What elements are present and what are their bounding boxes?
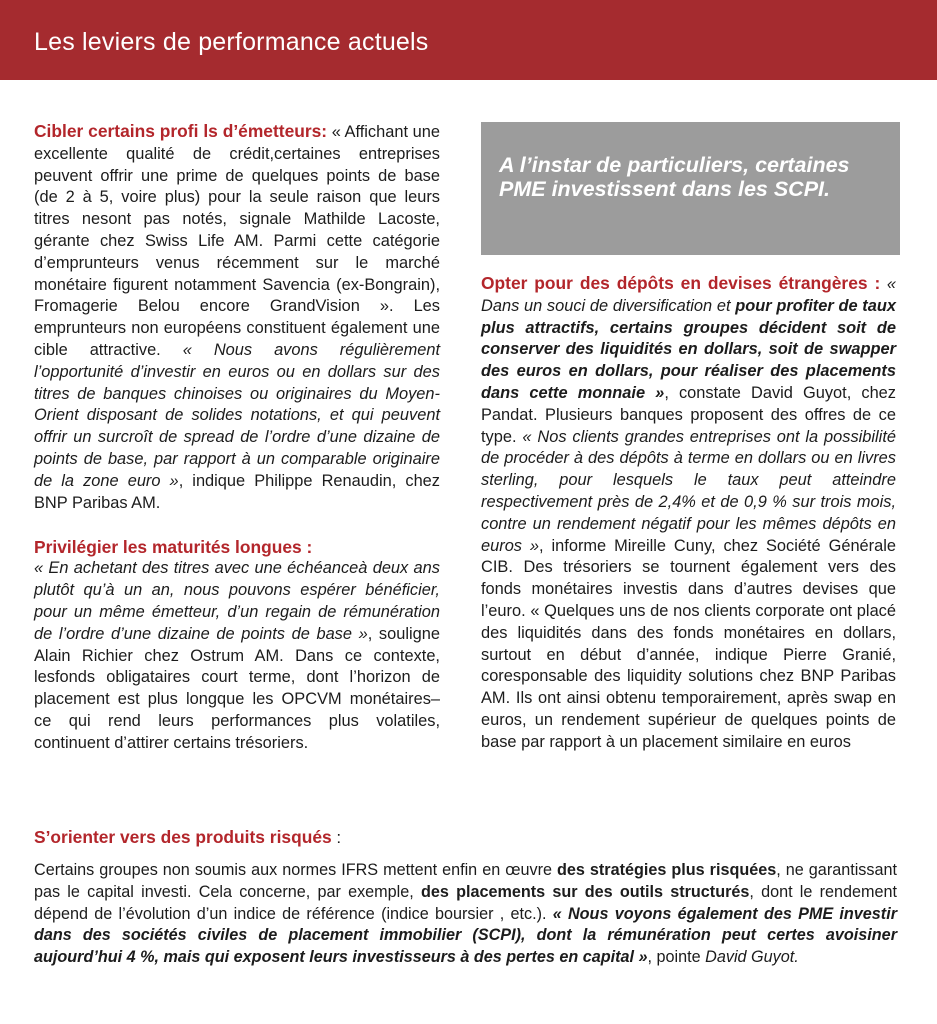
section-heading-orienter-colon: : (331, 828, 342, 847)
orienter-quote: « Nous voyons également des PME investir dans des sociétés civiles de placement immobilier (SCPI), dont la rémunération peut certes avoisiner aujourd’hui 4 %, mais qui exposent leurs investisseurs à des pertes en capital » (34, 904, 897, 967)
section-text-opter-1: , constate David Guyot, chez Pandat. Plusieurs banques proposent des offres de ce type. (481, 383, 896, 446)
left-column (34, 120, 440, 755)
section-quote-opter-2: « Nos clients grandes entreprises ont la possibilité de procéder à des dépôts à terme en dollars ou en livres sterling, pour lesquels le taux peut atteindre respectivement près de 2,4% et de 0,9 % sur trois mois, contre un rendement négatif pour les mêmes dépôts en euros » (481, 427, 896, 555)
pull-quote-callout (481, 122, 900, 255)
section-quote-privilegier: « En achetant des titres avec une échéanceà deux ans plutôt qu’à un an, nous pouvons espérer bénéficier, pour un même émetteur, d’un regain de rémunération de l’ordre d’une dizaine de points de base » (34, 559, 440, 643)
orienter-text-2: , ne garantissant pas le capital investi. Cela concerne, par exemple, (34, 861, 897, 901)
orienter-bold-2: des placements sur des outils structurés (420, 882, 750, 901)
orienter-text-3: , dont le rendement dépend de l’évolution d’un indice de référence (indice boursier , etc.). (34, 882, 897, 923)
section-cibler (34, 120, 440, 514)
section-privilegier (34, 536, 440, 754)
section-orienter-body (34, 860, 897, 969)
right-column (481, 272, 896, 754)
orienter-author: David Guyot. (705, 948, 799, 967)
pull-quote-text: A l’instar de particuliers, certaines PME investissent dans les SCPI. (499, 153, 850, 201)
section-heading-orienter: S’orienter vers des produits risqués (34, 827, 332, 847)
title-banner (0, 0, 937, 80)
orienter-text-1: Certains groupes non soumis aux normes IFRS mettent enfin en œuvre (34, 861, 557, 879)
orienter-bold-1: des stratégies plus risquées (557, 861, 777, 879)
section-text-privilegier: , souligne Alain Richier chez Ostrum AM. Dans ce contexte, lesfonds obligataires court terme, dont l’horizon de placement est plus longque les OPCVM monétaires– ce qui rend leurs performances plus volatiles, continuent d’attirer certains trésoriers. (34, 624, 440, 752)
orienter-text-4: , pointe (647, 948, 706, 967)
section-text-cibler-end: , indique Philippe Renaudin, chez BNP Paribas AM. (34, 471, 440, 512)
section-quote-cibler: « Nous avons régulièrement l’opportunité d’investir en euros ou en dollars sur des titres de banques chinoises ou originaires du Moyen-Orient disposant de solides notations, et qui peuvent offrir un surcroît de spread de l’ordre d’une dizaine de points de base, par rapport à un comparable originaire de la zone euro » (34, 340, 441, 490)
section-opter (481, 272, 896, 754)
section-text-opter-2: , informe Mireille Cuny, chez Société Générale CIB. Des trésoriers se tournent également vers des fonds monétaires investis dans d’autres devises que l’euro. « Quelques uns de nos clients corporate ont placé des liquidités dans des fonds monétaires en dollars, surtout en début d’année, indique Pierre Granié, coresponsable des liquidity solutions chez BNP Paribas AM. Ils ont ainsi obtenu temporairement, après swap en euros, un rendement supérieur de quelques points de base par rapport à un placement similaire en euros (481, 536, 897, 751)
section-orienter-paragraph (34, 860, 897, 969)
section-quote-opter-start: « Dans un souci de diversification et (481, 275, 897, 315)
page-title: Les leviers de performance actuels (34, 28, 429, 56)
section-quote-opter-bold: pour profiter de taux plus attractifs, certains groupes décident soit de conserver des liquidités en dollars, soit de swapper des euros en dollars, pour réaliser des placements dans cette monnaie » (481, 296, 897, 402)
section-heading-cibler: Cibler certains profi ls d’émetteurs: (34, 121, 328, 141)
section-heading-privilegier: Privilégier les maturités longues : (34, 537, 313, 558)
section-heading-opter: Opter pour des dépôts en devises étrangères : (481, 273, 881, 293)
section-text-cibler-intro: « Affichant une excellente qualité de crédit,certaines entreprises peuvent offrir une prime de quelques points de base (de 2 à 5, voire plus) pour la seule raison que leurs titres nesont pas notés, signale Mathilde Lacoste, gérante chez Swiss Life AM. Parmi cette catégorie d’emprunteurs venus récemment sur le marché monétaire figurent notamment Savencia (ex-Bongrain), Fromagerie Belou encore GrandVision ». Les emprunteurs non européens constituent également une cible attractive. (34, 123, 440, 359)
section-heading-orienter-wrap (34, 826, 341, 848)
